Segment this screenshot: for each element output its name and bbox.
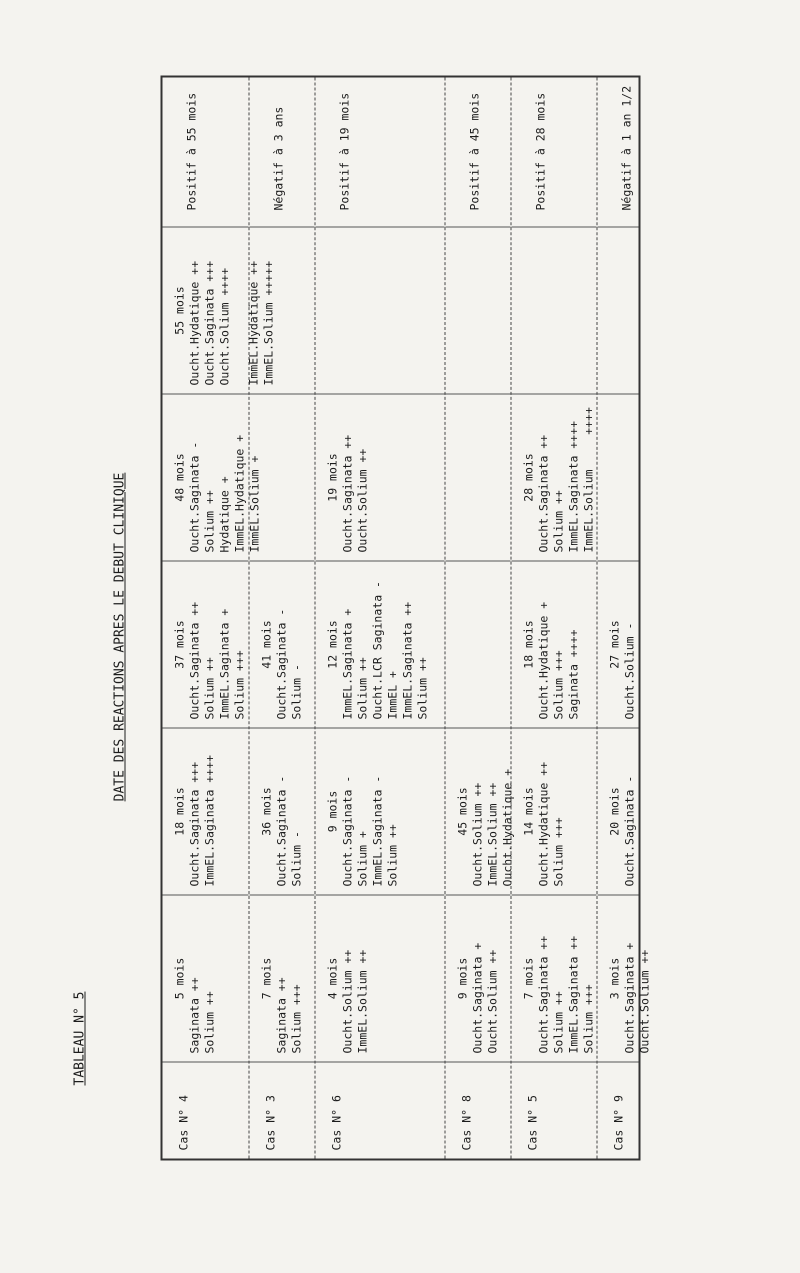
cell-delay: 45 mois [455, 786, 469, 836]
reaction-cell [445, 561, 510, 728]
result-cell: Positif à 55 mois [162, 77, 248, 227]
reaction-cell [445, 394, 510, 561]
reaction-line: Solium ++ [355, 656, 369, 719]
table-row [510, 77, 596, 1158]
reaction-cell [315, 561, 444, 728]
reaction-line: Oucht.Saginata ++ [536, 935, 550, 1053]
reaction-line: Solium ++ [415, 656, 429, 719]
reaction-cell [162, 895, 248, 1062]
reaction-line: Solium ++ [202, 489, 216, 552]
reaction-line: Solium +++ [289, 983, 303, 1053]
reaction-line: Oucht.Saginata - [274, 775, 288, 886]
reaction-line: Solium ++ [551, 990, 565, 1053]
reaction-line: ImmEL + [385, 670, 399, 719]
reaction-cell [249, 895, 314, 1062]
cell-delay: 19 mois [325, 452, 339, 502]
table-row [248, 77, 314, 1158]
cell-delay: 28 mois [521, 452, 535, 502]
reaction-line: ImmEL.Hydatique + [232, 434, 246, 552]
cell-delay: 7 mois [259, 957, 273, 999]
case-label: Cas N° 5 [525, 1094, 539, 1150]
cell-delay: 9 mois [455, 957, 469, 999]
reaction-line: Oucht.Solium ++ [485, 949, 499, 1053]
reaction-cell [249, 561, 314, 728]
reaction-line: Oucht.Hydatique ++ [187, 260, 201, 385]
cell-delay: 9 mois [325, 790, 339, 832]
reaction-cell [315, 227, 444, 394]
reaction-line: Oucht.Saginata + [622, 942, 636, 1053]
reaction-line: Oucht.Solium - [622, 622, 636, 719]
case-label: Cas N° 8 [459, 1094, 473, 1150]
cell-delay: 12 mois [325, 619, 339, 669]
reaction-line: Solium +++ [551, 649, 565, 719]
reaction-cell [315, 895, 444, 1062]
reaction-line: Solium +++ [581, 983, 595, 1053]
cell-delay: 14 mois [521, 786, 535, 836]
reaction-line: ImmEL.Saginata ++ [400, 601, 414, 719]
cell-delay: 41 mois [259, 619, 273, 669]
table-row [596, 77, 651, 1158]
reaction-line: Saginata ++++ [566, 628, 580, 719]
result-cell: Négatif à 3 ans [249, 77, 314, 227]
result-cell: Positif à 45 mois [445, 77, 510, 227]
reaction-line: Oucht.Saginata - [274, 608, 288, 719]
reaction-line: Oucht.Hydatique + [536, 601, 550, 719]
reaction-line: ImmEL.Saginata - [370, 775, 384, 886]
reaction-cell [597, 561, 638, 728]
reaction-line: Solium - [289, 830, 303, 886]
reaction-line: ImmEL.Saginata ++++ [202, 754, 216, 886]
reaction-line: ImmEL.Solium ++ [355, 949, 369, 1053]
result-cell: Négatif à 1 an 1/2 [597, 77, 638, 227]
cell-delay: 5 mois [172, 957, 186, 999]
reaction-line: Solium + [355, 830, 369, 886]
case-label: Cas N° 4 [176, 1094, 190, 1150]
reaction-line: ImmEL.Hydatique ++ [246, 260, 260, 385]
reaction-line: Solium +++ [551, 816, 565, 886]
cell-delay: 48 mois [172, 452, 186, 502]
reaction-line: Solium ++ [551, 489, 565, 552]
reaction-line: Oucht.Saginata - [187, 441, 201, 552]
reaction-line: ImmEL.Saginata ++ [566, 935, 580, 1053]
reaction-cell [162, 227, 275, 394]
result-cell: Positif à 28 mois [511, 77, 596, 227]
reaction-line: Oucht.Solium ++++ [217, 267, 231, 385]
reaction-cell [597, 728, 638, 895]
reaction-line: ImmEL.Saginata + [217, 608, 231, 719]
reaction-line: Solium ++ [385, 823, 399, 886]
reaction-line: ImmEL.Solium ++++ [581, 406, 595, 552]
reaction-cell [511, 394, 596, 561]
reaction-line: Oucht.Saginata - [622, 775, 636, 886]
reaction-line: Oucht.Solium ++ [355, 448, 369, 552]
cell-delay: 55 mois [172, 285, 186, 335]
reaction-line: Saginata ++ [187, 976, 201, 1053]
reaction-cell [511, 728, 596, 895]
reaction-cell [597, 394, 638, 561]
reaction-cell [162, 394, 261, 561]
reaction-cell [162, 728, 248, 895]
case-label: Cas N° 9 [611, 1094, 625, 1150]
cell-delay: 3 mois [607, 957, 621, 999]
reactions-table [160, 75, 651, 1160]
reaction-line: Oucht.Saginata - [340, 775, 354, 886]
reaction-line: Solium ++ [202, 656, 216, 719]
cell-delay: 18 mois [521, 619, 535, 669]
cell-delay: 18 mois [172, 786, 186, 836]
cell-delay: 7 mois [521, 957, 535, 999]
reaction-cell [597, 895, 651, 1062]
case-label: Cas N° 3 [263, 1094, 277, 1150]
reaction-line: Oucht.Solium ++ [340, 949, 354, 1053]
table-row [314, 77, 444, 1158]
reaction-line: Oucht.Saginata +++ [187, 761, 201, 886]
result-cell: Positif à 19 mois [315, 77, 444, 227]
cell-delay: 36 mois [259, 786, 273, 836]
table-heading: DATE DES REACTIONS APRES LE DEBUT CLINIQUE [112, 472, 127, 801]
cell-delay: 20 mois [607, 786, 621, 836]
tableau-title: TABLEAU N° 5 [72, 991, 87, 1085]
reaction-line: Oucht.Solium ++ [637, 949, 651, 1053]
reaction-cell [249, 394, 314, 561]
cell-delay: 4 mois [325, 957, 339, 999]
reaction-line: Oucht.LCR Saginata - [370, 580, 384, 719]
reaction-cell [511, 227, 596, 394]
reaction-line: Oucht.Saginata + [470, 942, 484, 1053]
cell-delay: 27 mois [607, 619, 621, 669]
reaction-cell [315, 394, 444, 561]
reaction-line: Oucht.Hydatique ++ [536, 761, 550, 886]
reaction-line: ImmEL.Solium + [247, 455, 261, 552]
reaction-cell [445, 728, 514, 895]
reaction-line: ImmEL.Saginata + [340, 608, 354, 719]
reaction-line: Solium ++ [202, 990, 216, 1053]
reaction-line: Oucht.Saginata ++ [536, 434, 550, 552]
case-label: Cas N° 6 [329, 1094, 343, 1150]
reaction-cell [249, 227, 314, 394]
reaction-cell [511, 895, 596, 1062]
reaction-cell [445, 227, 510, 394]
reaction-line: Oucht.Saginata ++ [187, 601, 201, 719]
reaction-line: ImmEL.Saginata ++++ [566, 420, 580, 552]
reaction-line: Oucht.Saginata +++ [202, 260, 216, 385]
reaction-line: Hydatique + [217, 475, 231, 552]
reaction-cell [249, 728, 314, 895]
reaction-cell [597, 227, 638, 394]
reaction-line: Oucht.Hydatique + [500, 768, 514, 886]
reaction-line: Solium - [289, 663, 303, 719]
reaction-cell [162, 561, 248, 728]
reaction-line: Saginata ++ [274, 976, 288, 1053]
reaction-line: Oucht.Solium ++ [470, 782, 484, 886]
reaction-line: ImmEL.Solium +++++ [261, 260, 275, 385]
reaction-line: ImmEL.Solium ++ [485, 782, 499, 886]
reaction-line: Solium +++ [232, 649, 246, 719]
cell-delay: 37 mois [172, 619, 186, 669]
reaction-cell [511, 561, 596, 728]
table-row [444, 77, 514, 1158]
reaction-line: Oucht.Saginata ++ [340, 434, 354, 552]
reaction-cell [315, 728, 444, 895]
reaction-cell [445, 895, 510, 1062]
